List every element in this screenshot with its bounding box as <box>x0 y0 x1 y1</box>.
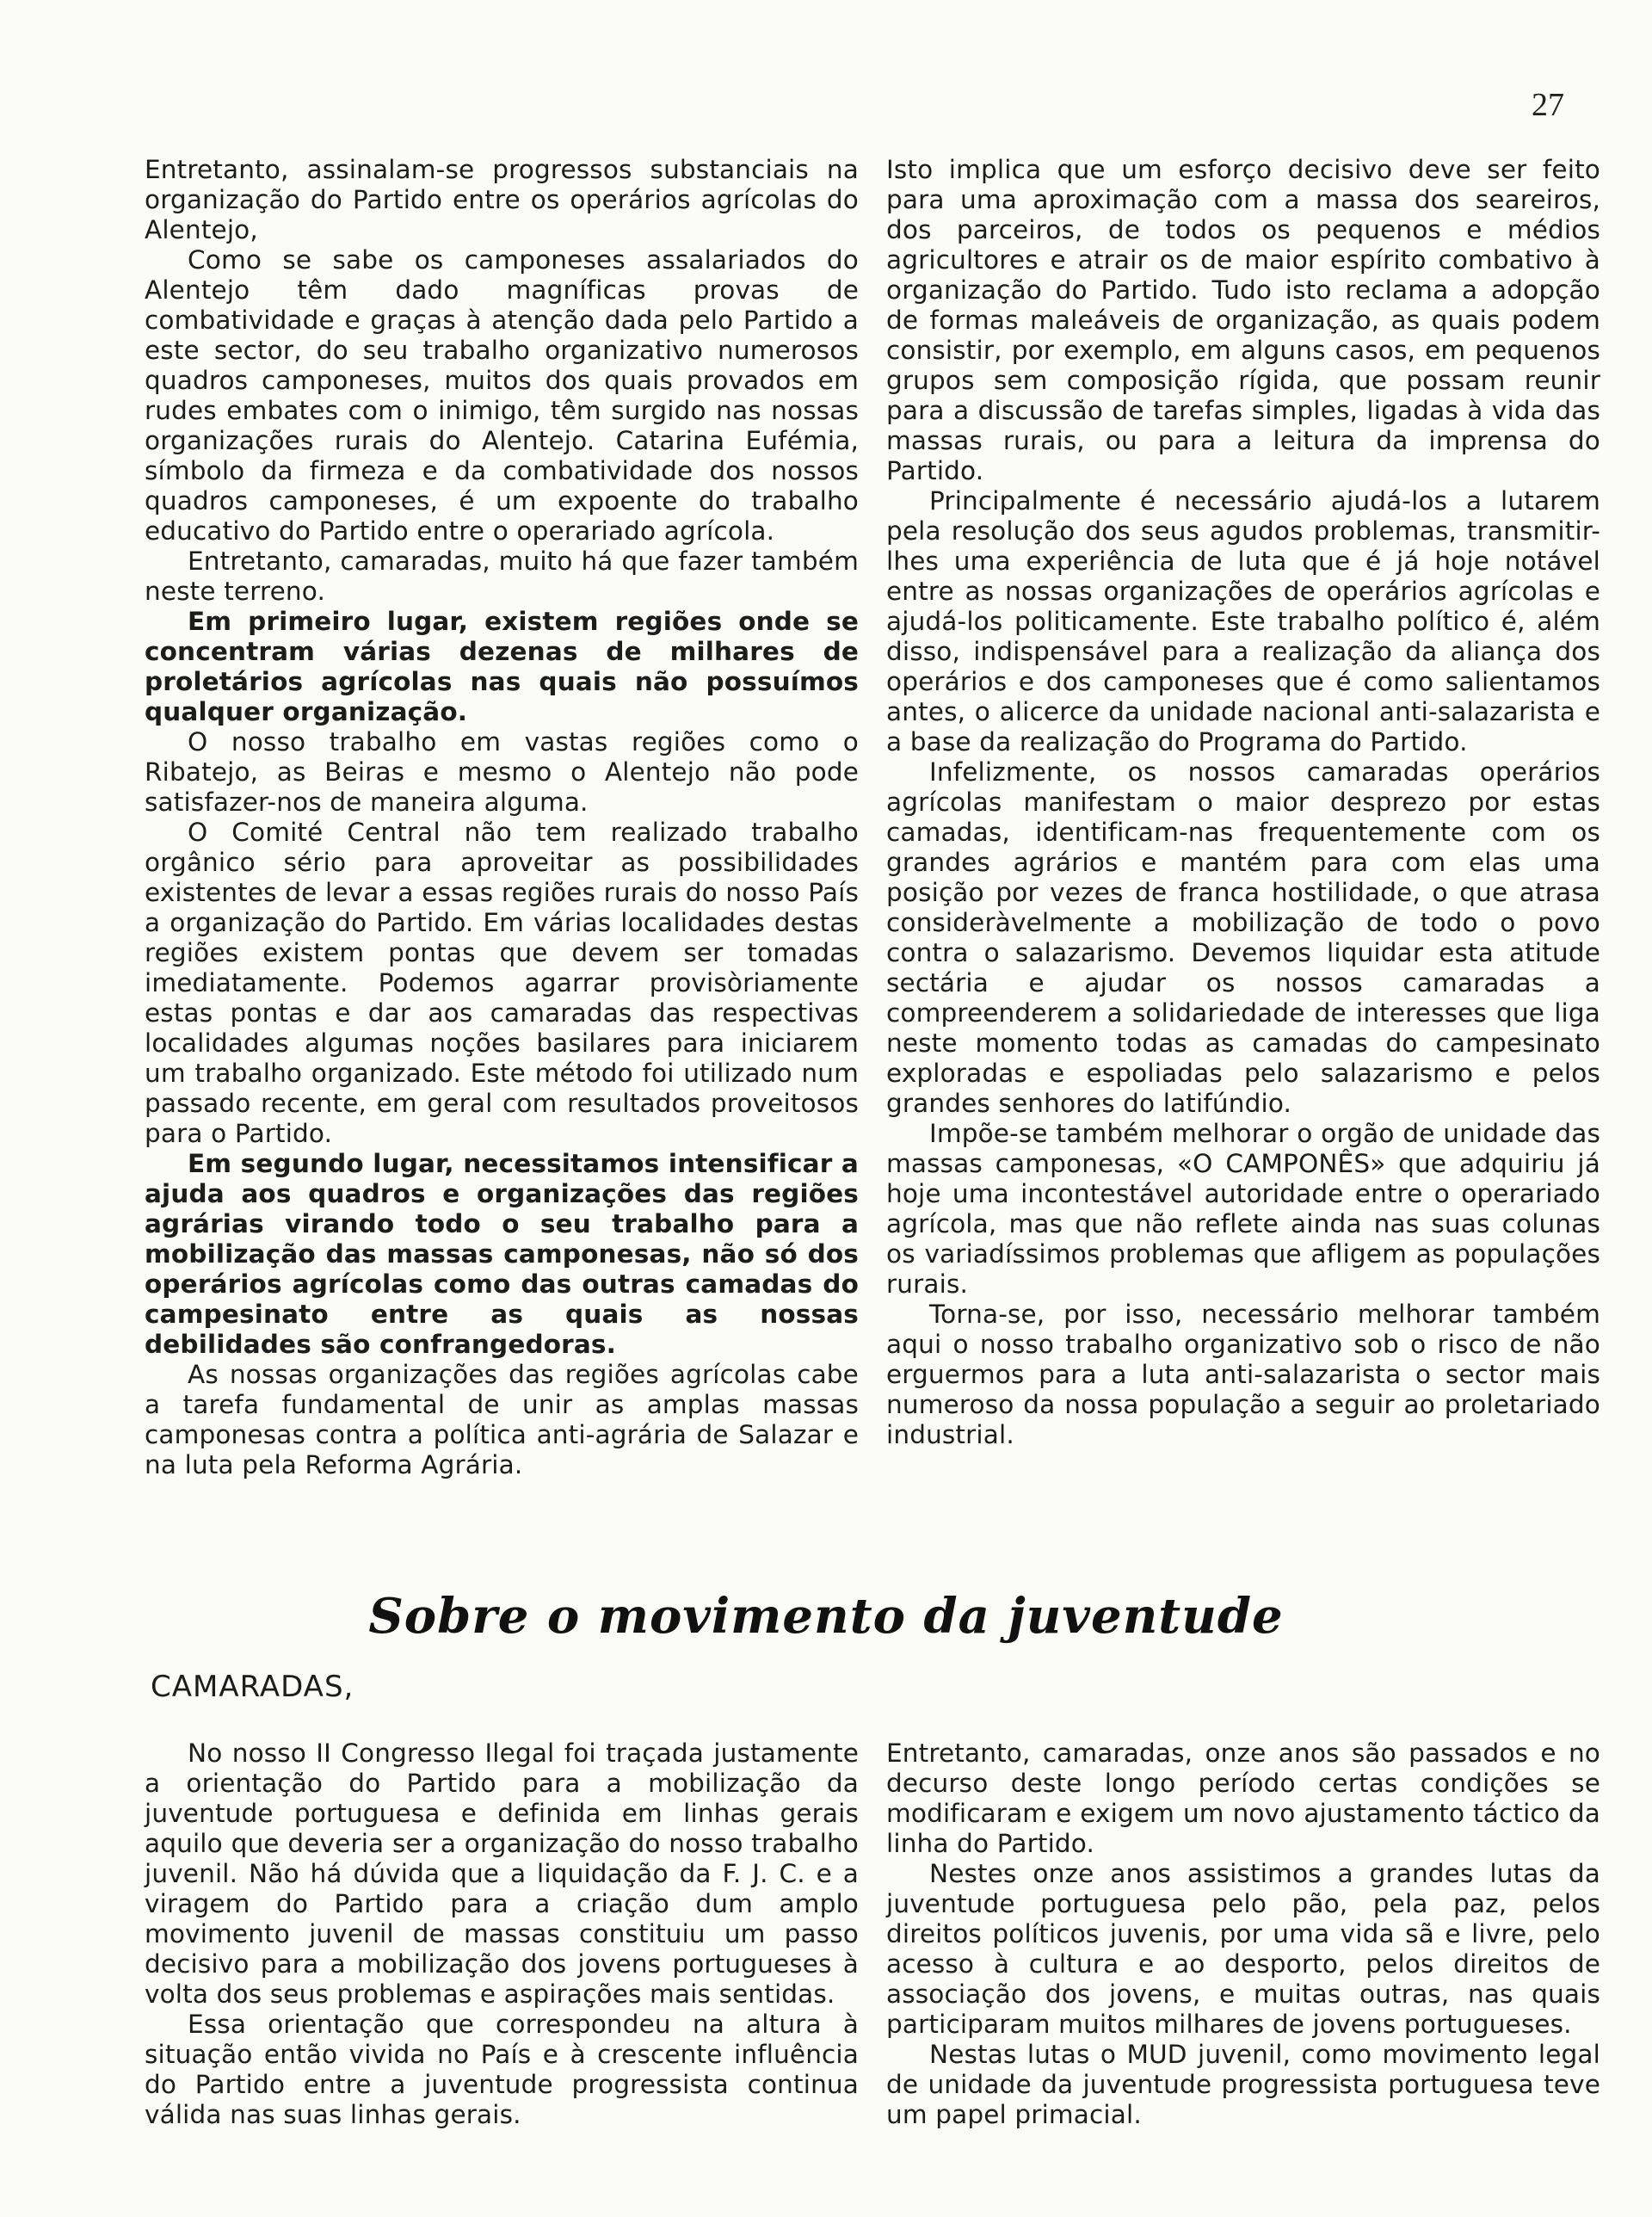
paragraph: No nosso II Congresso Ilegal foi traçada justamente a orientação do Partido para a mobilização da juventude portuguesa e definida em linhas gerais aquilo que deveria ser a organização do nosso trabalho juvenil. Não há dúvida que a liquidação da F. J. C. e a viragem do Partido para a criação dum amplo movimento juvenil de massas constituiu um passo decisivo para a mobilização dos jovens portugueses à volta dos seus problemas e aspirações mais sentidas. <box>145 1738 859 2009</box>
paragraph: As nossas organizações das regiões agrícolas cabe a tarefa fundamental de unir as amplas massas camponesas contra a política anti-agrária de Salazar e na luta pela Reforma Agrária. <box>145 1360 859 1479</box>
page-number: 27 <box>1532 87 1564 123</box>
column-bottom-right <box>886 1738 1600 2130</box>
paragraph: Isto implica que um esforço decisivo deve ser feito para uma aproximação com a massa dos seareiros, dos parceiros, de todos os pequenos e médios agricultores e atrair os de maior espírito combativo à organização do Partido. Tudo isto reclama a adopção de formas maleáveis de organização, as quais podem consistir, por exemplo, em alguns casos, em pequenos grupos sem composição rígida, que possam reunir para a discussão de tarefas simples, ligadas à vida das massas rurais, ou para a leitura da imprensa do Partido. <box>886 155 1600 485</box>
column-bottom-left <box>145 1738 859 2130</box>
salutation: CAMARADAS, <box>151 1670 354 1704</box>
paragraph-bold: Em segundo lugar, necessitamos intensificar a ajuda aos quadros e organizações das regiões agrárias virando todo o seu trabalho para a mobilização das massas camponesas, não só dos operários agrícolas como das outras camadas do campesinato entre as quais as nossas debilidades são confrangedoras. <box>145 1149 859 1359</box>
paragraph: Nestes onze anos assistimos a grandes lutas da juventude portuguesa pelo pão, pela paz, pelos direitos políticos juvenis, por uma vida sã e livre, pelo acesso à cultura e ao desporto, pelos direitos de associação dos jovens, e muitas outras, nas quais participaram muitos milhares de jovens portugueses. <box>886 1859 1600 2039</box>
paragraph: Nestas lutas o MUD juvenil, como movimento legal de unidade da juventude progressista portuguesa teve um papel primacial. <box>886 2040 1600 2129</box>
paragraph: Como se sabe os camponeses assalariados do Alentejo têm dado magníficas provas de combatividade e graças à atenção dada pelo Partido a este sector, do seu trabalho organizativo numerosos quadros camponeses, muitos dos quais provados em rudes embates com o inimigo, têm surgido nas nossas organizações rurais do Alentejo. Catarina Eufémia, símbolo da firmeza e da combatividade dos nossos quadros camponeses, é um expoente do trabalho educativo do Partido entre o operariado agrícola. <box>145 245 859 546</box>
paragraph: Torna-se, por isso, necessário melhorar também aqui o nosso trabalho organizativo sob o risco de não erguermos para a luta anti-salazarista o sector mais numeroso da nossa população a seguir ao proletariado industrial. <box>886 1300 1600 1449</box>
paragraph: Entretanto, assinalam-se progressos substanciais na organização do Partido entre os operários agrícolas do Alentejo, <box>145 155 859 244</box>
paragraph: Entretanto, camaradas, muito há que fazer também neste terreno. <box>145 547 859 606</box>
column-top-left <box>145 155 859 1480</box>
column-top-right <box>886 155 1600 1450</box>
paragraph: Principalmente é necessário ajudá-los a lutarem pela resolução dos seus agudos problemas, transmitir-lhes uma experiência de luta que é já hoje notável entre as nossas organizações de operários agrícolas e ajudá-los politicamente. Este trabalho político é, além disso, indispensável para a realização da aliança dos operários e dos camponeses que é como salientamos antes, o alicerce da unidade nacional anti-salazarista e a base da realização do Programa do Partido. <box>886 486 1600 756</box>
paragraph: O Comité Central não tem realizado trabalho orgânico sério para aproveitar as possibilidades existentes de levar a essas regiões rurais do nosso País a organização do Partido. Em várias localidades destas regiões existem pontas que devem ser tomadas imediatamente. Podemos agarrar provisòriamente estas pontas e dar aos camaradas das respectivas localidades algumas noções basilares para iniciarem um trabalho organizado. Este método foi utilizado num passado recente, em geral com resultados proveitosos para o Partido. <box>145 818 859 1148</box>
paragraph: Impõe-se também melhorar o orgão de unidade das massas camponesas, «O CAMPONÊS» que adquiriu já hoje uma incontestável autoridade entre o operariado agrícola, mas que não reflete ainda nas suas colunas os variadíssimos problemas que afligem as populações rurais. <box>886 1119 1600 1299</box>
section-title: Sobre o movimento da juventude <box>368 1588 1284 1645</box>
paragraph: O nosso trabalho em vastas regiões como o Ribatejo, as Beiras e mesmo o Alentejo não pode satisfazer-nos de maneira alguma. <box>145 727 859 817</box>
paragraph: Essa orientação que correspondeu na altura à situação então vivida no País e à crescente influência do Partido entre a juventude progressista continua válida nas suas linhas gerais. <box>145 2010 859 2129</box>
paragraph: Infelizmente, os nossos camaradas operários agrícolas manifestam o maior desprezo por estas camadas, identificam-nas frequentemente com os grandes agrários e mantém para com elas uma posição por vezes de franca hostilidade, o que atrasa consideràvelmente a mobilização de todo o povo contra o salazarismo. Devemos liquidar esta atitude sectária e ajudar os nossos camaradas a compreenderem a solidariedade de interesses que liga neste momento todas as camadas do campesinato exploradas e espoliadas pelo salazarismo e pelos grandes senhores do latifúndio. <box>886 757 1600 1118</box>
paragraph: Entretanto, camaradas, onze anos são passados e no decurso deste longo período certas condições se modificaram e exigem um novo ajustamento táctico da linha do Partido. <box>886 1738 1600 1858</box>
paragraph-bold: Em primeiro lugar, existem regiões onde se concentram várias dezenas de milhares de proletários agrícolas nas quais não possuímos qualquer organização. <box>145 607 859 726</box>
